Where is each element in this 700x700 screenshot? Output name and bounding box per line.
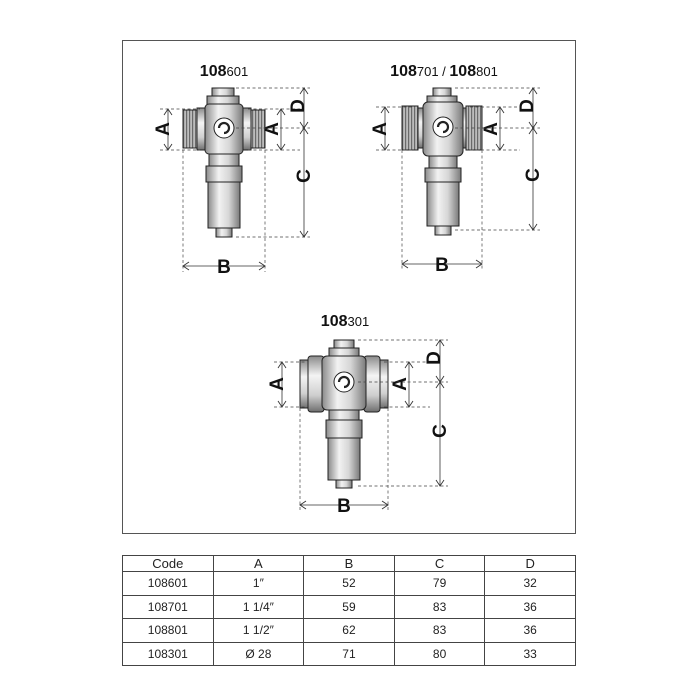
svg-text:A: A: [481, 122, 502, 136]
table-cell: 1″: [213, 572, 304, 596]
svg-text:D: D: [424, 351, 445, 365]
table-cell: Ø 28: [213, 642, 304, 666]
table-cell: 36: [485, 595, 576, 619]
figure-108301: [267, 313, 451, 517]
table-cell: 1 1/2″: [213, 619, 304, 643]
figure-title-108701-108801: 108701 / 108801: [390, 63, 498, 80]
svg-text:B: B: [337, 496, 351, 517]
table-cell: 32: [485, 572, 576, 596]
table-cell: 62: [304, 619, 395, 643]
table-cell: 1 1/4″: [213, 595, 304, 619]
table-row: [123, 572, 576, 596]
table-cell: 59: [304, 595, 395, 619]
column-header-b: B: [304, 556, 395, 572]
svg-text:A: A: [370, 122, 391, 136]
column-header-c: C: [394, 556, 485, 572]
column-header-a: A: [213, 556, 304, 572]
svg-text:D: D: [517, 99, 538, 113]
svg-text:D: D: [288, 99, 309, 113]
svg-text:A: A: [262, 122, 283, 136]
table-cell: 52: [304, 572, 395, 596]
table-cell: 36: [485, 619, 576, 643]
table-cell: 108701: [123, 595, 214, 619]
dimension-a-right: [384, 362, 430, 407]
svg-text:B: B: [435, 255, 449, 276]
logo-icon: [433, 117, 453, 137]
svg-text:B: B: [217, 257, 231, 278]
table-cell: 80: [394, 642, 485, 666]
figure-108701-108801: [370, 63, 544, 276]
table-cell: 108601: [123, 572, 214, 596]
svg-text:A: A: [267, 377, 288, 391]
svg-text:A: A: [390, 377, 411, 391]
table-row: [123, 619, 576, 643]
svg-text:C: C: [430, 424, 451, 438]
logo-icon: [214, 118, 234, 138]
table-header-row: [123, 556, 576, 572]
table-cell: 79: [394, 572, 485, 596]
figure-title-108601: 108601: [199, 63, 249, 80]
table-cell: 108801: [123, 619, 214, 643]
table-cell: 33: [485, 642, 576, 666]
valve-108601: [183, 88, 265, 237]
figure-108601: [153, 63, 315, 278]
column-header-d: D: [485, 556, 576, 572]
svg-text:C: C: [523, 168, 544, 182]
table-cell: 83: [394, 595, 485, 619]
column-header-code: Code: [123, 556, 214, 572]
table-cell: 108301: [123, 642, 214, 666]
table-row: [123, 595, 576, 619]
svg-text:A: A: [153, 122, 174, 136]
table-row: [123, 642, 576, 666]
table-cell: 83: [394, 619, 485, 643]
figure-title-108301: 108301: [320, 313, 370, 330]
svg-text:C: C: [294, 169, 315, 183]
valve-108701-108801: [402, 88, 482, 235]
table-cell: 71: [304, 642, 395, 666]
dimensions-table: [122, 555, 576, 666]
logo-icon: [334, 372, 354, 392]
valve-108301: [300, 340, 388, 488]
